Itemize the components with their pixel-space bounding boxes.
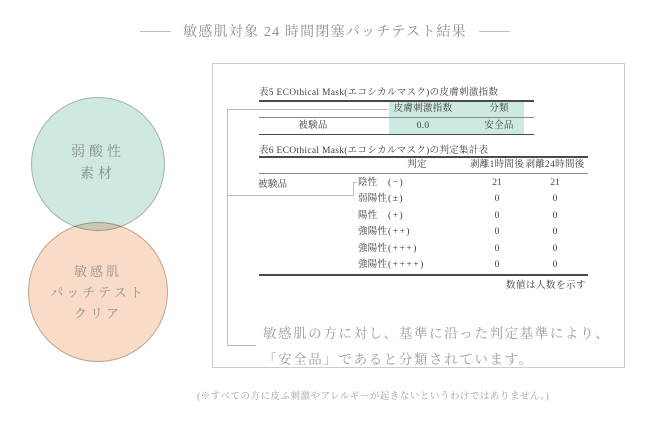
table6-header-row: [259, 157, 588, 173]
value-after-24h: 0: [552, 227, 558, 238]
connector-middle-branch: [227, 195, 353, 196]
table6-rule-mid: [259, 173, 588, 174]
table6-caption: 表6 ECOthical Mask(エコシカルマスク)の判定集計表: [259, 146, 489, 156]
title-right-rule: [479, 31, 510, 32]
badge-patch-clear-circle: [28, 222, 168, 362]
table5-rule-bottom: [259, 134, 534, 136]
judgement-label: 強陽性: [358, 227, 388, 238]
judgement-label: 陰性: [358, 178, 378, 188]
badge-patch-clear-line3: クリア: [73, 305, 122, 321]
table5-subject: 被験品: [298, 121, 328, 131]
table6-subject: 被験品: [258, 180, 288, 190]
table6-header-after-24h: 剥離24時間後: [525, 160, 585, 170]
table5-index-value: 0.0: [416, 121, 430, 131]
badge-weak-acid-line2: 素材: [80, 167, 116, 182]
table5-header-index: 皮膚刺激指数: [393, 104, 453, 114]
judgement-symbol: (−): [388, 178, 405, 188]
title-left-rule: [140, 31, 171, 32]
table6-rows: [259, 175, 588, 274]
table-row-weak-positive: [259, 191, 588, 207]
table6-note: 数値は人数を示す: [505, 281, 586, 291]
judgement-symbol: (+++): [388, 243, 418, 254]
judgement-symbol: (++++): [388, 260, 425, 270]
judgement-label: 陽性: [358, 210, 378, 221]
value-after-1h: 0: [494, 210, 500, 221]
summary-line2: 「安全品」であると分類されています。: [263, 352, 534, 367]
table-row-positive: [259, 208, 588, 224]
value-after-1h: 21: [492, 178, 502, 188]
judgement-symbol: (+): [388, 210, 405, 221]
connector-bottom-branch: [227, 345, 256, 346]
table6-header-judgement: 判定: [407, 160, 427, 170]
value-after-1h: 0: [494, 243, 500, 254]
value-after-24h: 0: [552, 260, 558, 270]
table-row-strong-positive-3: [259, 241, 588, 257]
table5-caption: 表5 ECOthical Mask(エコシカルマスク)の皮膚刺激指数: [259, 88, 499, 98]
table6-rule-bottom: [259, 274, 588, 276]
judgement-label: 弱陽性: [358, 194, 388, 205]
page-title-row: [0, 21, 650, 41]
footnote: (※すべての方に皮ふ刺激やアレルギーが起きないというわけではありません。): [197, 392, 550, 402]
value-after-24h: 21: [550, 178, 560, 188]
value-after-1h: 0: [494, 227, 500, 238]
table-row-strong-positive-2: [259, 224, 588, 240]
table5-header-class: 分類: [489, 104, 509, 114]
badge-patch-clear-line2: パッチテスト: [50, 284, 146, 300]
connector-vertical-main: [227, 109, 228, 345]
judgement-symbol: (±): [388, 194, 405, 205]
judgement-label: 強陽性: [358, 243, 388, 254]
table5-class-value: 安全品: [484, 121, 514, 131]
table5-data-row: [259, 118, 534, 134]
value-after-24h: 0: [552, 194, 558, 205]
connector-middle-tip: [353, 182, 357, 183]
badge-patch-clear-line1: 敏感肌: [73, 263, 122, 279]
judgement-symbol: (++): [388, 227, 412, 238]
value-after-24h: 0: [552, 210, 558, 221]
badge-weak-acid-circle: [31, 97, 165, 231]
connector-top-branch: [227, 109, 388, 110]
table-row-strong-positive-4: [259, 257, 588, 273]
value-after-24h: 0: [552, 243, 558, 254]
summary-text: [263, 321, 610, 373]
table6-header-after-1h: 剥離1時間後: [469, 160, 525, 170]
badge-weak-acid-line1: 弱酸性: [71, 145, 125, 160]
value-after-1h: 0: [494, 260, 500, 270]
value-after-1h: 0: [494, 194, 500, 205]
table-row-negative: [259, 175, 588, 191]
summary-line1: 敏感肌の方に対し、基準に沿った判定基準により、: [263, 326, 611, 341]
page-title: 敏感肌対象 24 時間閉塞パッチテスト結果: [183, 25, 467, 40]
judgement-label: 強陽性: [358, 260, 388, 270]
connector-middle-step: [353, 182, 354, 196]
